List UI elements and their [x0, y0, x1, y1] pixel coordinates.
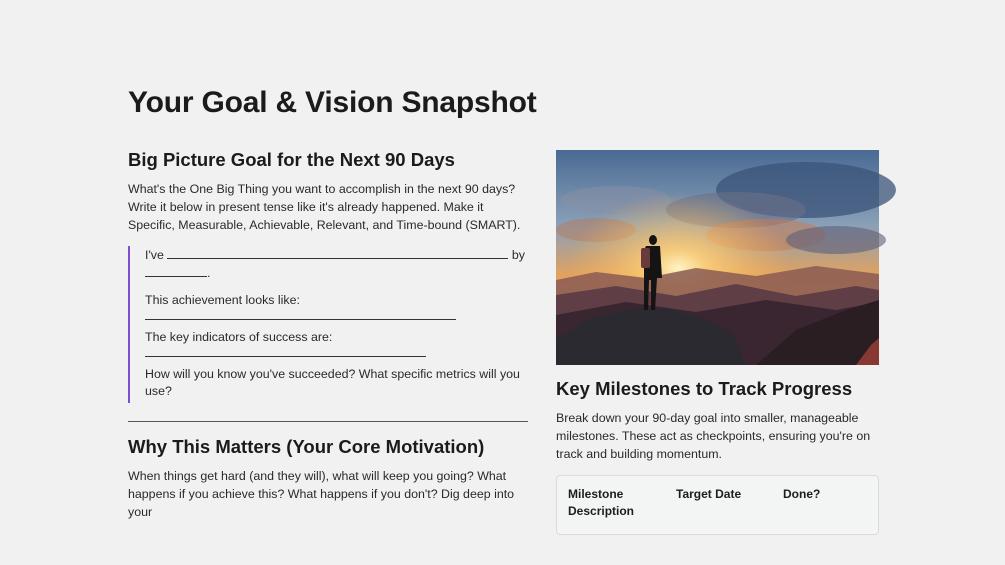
looks-like-blank-line — [145, 310, 456, 320]
motivation-section — [128, 435, 528, 521]
goal-blank-line — [167, 247, 508, 259]
table-header-target-date: Target Date — [676, 487, 742, 502]
right-column — [556, 150, 879, 535]
looks-like-label: This achievement looks like: — [145, 292, 300, 307]
goal-intro: What's the One Big Thing you want to accomplish in the next 90 days? Write it below in present tense like it's already happened. Make it Specific, Measurable, Achievable, Relevant, and Time-bound (SMART). — [128, 182, 521, 232]
milestones-heading: Key Milestones to Track Progress — [556, 378, 853, 399]
content-viewport[interactable] — [0, 140, 1005, 519]
section-divider — [128, 421, 528, 422]
goal-statement-prompt — [145, 247, 528, 283]
prompt-by-label: by — [511, 248, 525, 263]
summit-sunset-image — [556, 150, 879, 365]
motivation-heading: Why This Matters (Your Core Motivation) — [128, 436, 485, 458]
milestones-table — [556, 475, 879, 535]
date-blank-line — [145, 265, 207, 277]
indicators-blank-line — [145, 347, 426, 357]
page-title: Your Goal & Vision Snapshot — [128, 86, 537, 119]
milestones-intro: Break down your 90-day goal into smaller, manageable milestones. These act as checkpoints, ensuring you're on track and building momentum. — [556, 411, 871, 461]
motivation-intro: When things get hard (and they will), what will keep you going? What happens if you achieve this? What happens if you don't? Dig deep into your — [128, 469, 515, 519]
metrics-question: How will you know you've succeeded? What specific metrics will you use? — [145, 366, 520, 399]
table-header-milestone: Milestone Description — [568, 487, 635, 519]
left-column — [128, 148, 528, 522]
indicators-label: The key indicators of success are: — [145, 329, 333, 344]
prompt-ive-label: I've — [145, 248, 164, 263]
looks-like-prompt — [145, 292, 528, 320]
metrics-prompt — [145, 366, 528, 402]
goal-prompts-blockquote — [128, 246, 528, 403]
prompt-period: . — [207, 266, 211, 281]
table-header-done: Done? — [783, 487, 821, 502]
indicators-prompt — [145, 329, 528, 357]
goal-heading: Big Picture Goal for the Next 90 Days — [128, 149, 455, 170]
